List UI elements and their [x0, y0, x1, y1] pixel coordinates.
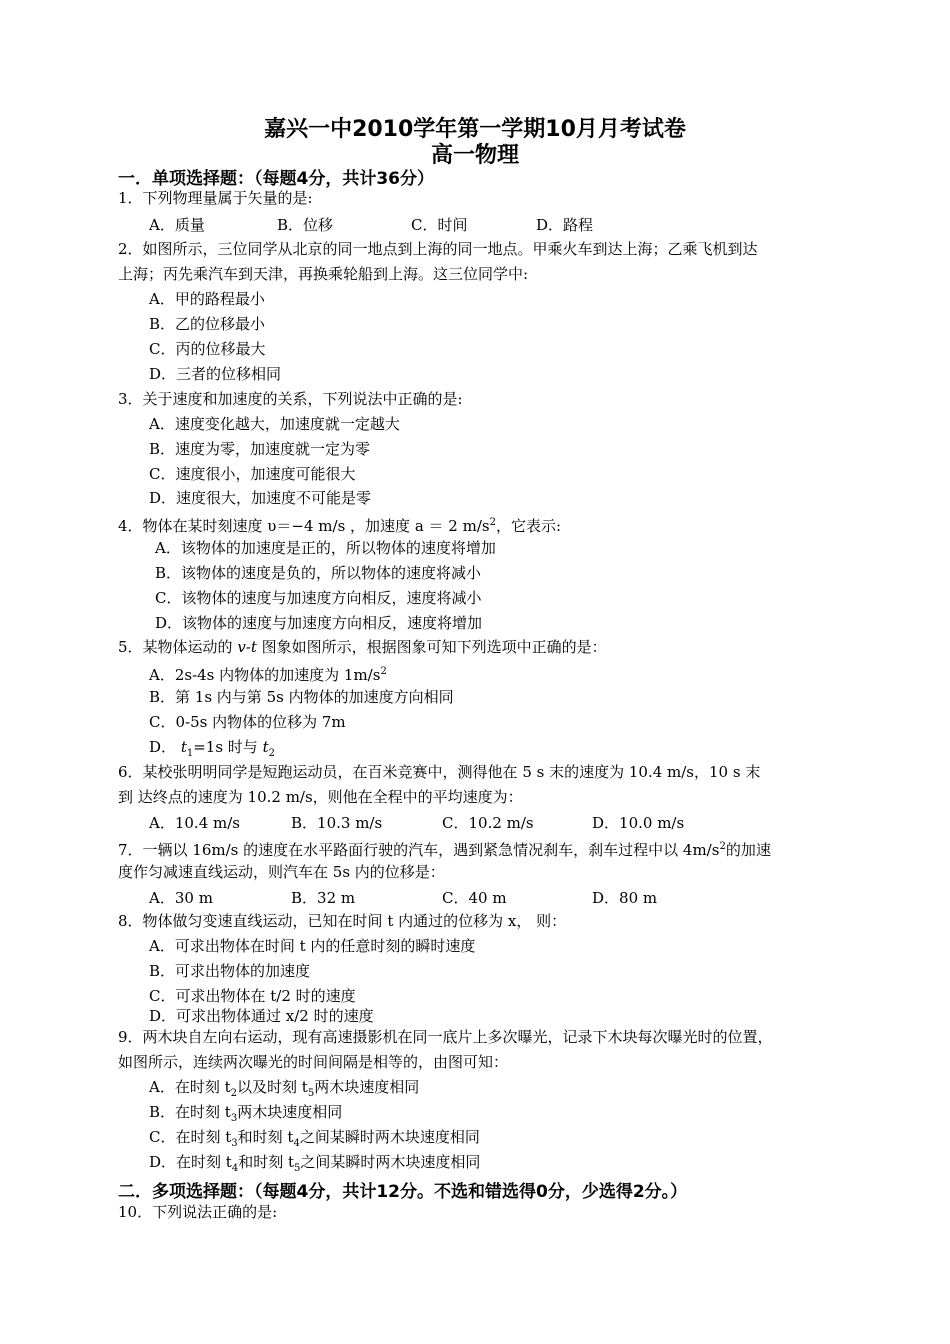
q9-stem-line2: 如图所示，连续两次曝光的时间间隔是相等的，由图可知： — [118, 1053, 509, 1071]
section-single-choice: 一．单项选择题：（每题4分，共计36分） — [118, 169, 434, 189]
q4-stem: 4．物体在某时刻速度 υ＝−4 m/s ，加速度 a ＝ 2 $m/s^2$，它表示: — [118, 517, 562, 535]
q2-option-d: D．三者的位移相同 — [149, 365, 282, 383]
q4-option-d: D．该物体的速度与加速度方向相反，速度将增加 — [155, 614, 483, 632]
q7-stem-line1: 7．一辆以 16m/s 的速度在水平路面行驶的汽车，遇到紧急情况刹车，刹车过程中以 $4m/s^2$的加速 — [118, 841, 771, 859]
q5-option-c: C．0-5s 内物体的位移为 7m — [149, 713, 346, 731]
q6-stem-line1: 6．某校张明明同学是短跑运动员，在百米竞赛中，测得他在 5 s 末的速度为 10.4 m/s，10 s 末 — [118, 763, 761, 781]
q4-option-b: B．该物体的速度是负的，所以物体的速度将减小 — [155, 564, 482, 582]
q5-option-a: A．2s-4s 内物体的加速度为 $1m/s^2$ — [149, 666, 387, 684]
q10-stem: 10．下列说法正确的是: — [118, 1203, 278, 1221]
q3-option-c: C．速度很小，加速度可能很大 — [149, 465, 356, 483]
q2-stem-line2: 上海；丙先乘汽车到天津，再换乘轮船到上海。这三位同学中: — [118, 265, 529, 283]
q3-option-a: A．速度变化越大，加速度就一定越大 — [149, 415, 400, 433]
q2-option-b: B．乙的位移最小 — [149, 315, 266, 333]
q4-option-c: C．该物体的速度与加速度方向相反，速度将减小 — [155, 589, 482, 607]
q7-option-a: A．30 m — [149, 889, 213, 907]
q8-option-b: B．可求出物体的加速度 — [149, 962, 311, 980]
q3-option-d: D．速度很大，加速度不可能是零 — [149, 489, 372, 507]
q9-option-a: A．在时刻 $t_2$以及时刻 $t_5$两木块速度相同 — [149, 1078, 420, 1099]
q6-stem-line2: 到 达终点的速度为 10.2 m/s，则他在全程中的平均速度为： — [118, 788, 523, 806]
q8-stem: 8．物体做匀变速直线运动，已知在时间 t 内通过的位移为 x， 则： — [118, 912, 567, 930]
q5-stem: 5．某物体运动的 v-t 图象如图所示，根据图象可知下列选项中正确的是： — [118, 638, 607, 656]
q7-option-b: B．32 m — [291, 889, 356, 907]
q5-option-b: B．第 1s 内与第 5s 内物体的加速度方向相同 — [149, 688, 454, 706]
q2-option-c: C．丙的位移最大 — [149, 340, 266, 358]
q3-option-b: B．速度为零，加速度就一定为零 — [149, 440, 371, 458]
exam-subtitle: 高一物理 — [430, 143, 519, 168]
q6-option-b: B．10.3 m/s — [291, 814, 383, 832]
q7-option-c: C．40 m — [442, 889, 507, 907]
q1-option-d: D．路程 — [536, 216, 594, 234]
q8-option-a: A．可求出物体在时间 t 内的任意时刻的瞬时速度 — [149, 937, 476, 955]
q4-option-a: A．该物体的加速度是正的，所以物体的速度将增加 — [155, 539, 496, 557]
q9-option-c: C．在时刻 $t_3$和时刻 $t_4$之间某瞬时两木块速度相同 — [149, 1128, 480, 1149]
q9-option-b: B．在时刻 $t_3$两木块速度相同 — [149, 1103, 343, 1124]
q1-stem: 1．下列物理量属于矢量的是: — [118, 189, 313, 207]
q7-option-d: D．80 m — [592, 889, 658, 907]
q2-stem-line1: 2．如图所示，三位同学从北京的同一地点到上海的同一地点。甲乘火车到达上海；乙乘飞机到达 — [118, 240, 758, 258]
q1-option-c: C．时间 — [411, 216, 468, 234]
q5-option-d: D． $t_1=1s$ 时与 $t_2$ — [149, 738, 275, 759]
q8-option-d: D．可求出物体通过 x/2 时的速度 — [149, 1007, 374, 1025]
q6-option-d: D．10.0 m/s — [592, 814, 685, 832]
q1-option-a: A．质量 — [149, 216, 205, 234]
exam-title: 嘉兴一中2010学年第一学期10月月考试卷 — [264, 117, 686, 142]
q3-stem: 3．关于速度和加速度的关系，下列说法中正确的是: — [118, 390, 463, 408]
q2-option-a: A．甲的路程最小 — [149, 290, 265, 308]
q7-stem-line2: 度作匀减速直线运动，则汽车在 5s 内的位移是： — [118, 863, 445, 881]
section-multiple-choice: 二．多项选择题：（每题4分，共计12分。不选和错选得0分，少选得2分。） — [118, 1182, 688, 1202]
q9-stem-line1: 9．两木块自左向右运动，现有高速摄影机在同一底片上多次曝光，记录下木块每次曝光时的位置， — [118, 1028, 773, 1046]
q6-option-a: A．10.4 m/s — [149, 814, 240, 832]
q8-option-c: C．可求出物体在 t/2 时的速度 — [149, 987, 356, 1005]
q9-option-d: D．在时刻 $t_4$和时刻 $t_5$之间某瞬时两木块速度相同 — [149, 1153, 481, 1174]
q1-option-b: B．位移 — [277, 216, 334, 234]
q6-option-c: C．10.2 m/s — [442, 814, 534, 832]
